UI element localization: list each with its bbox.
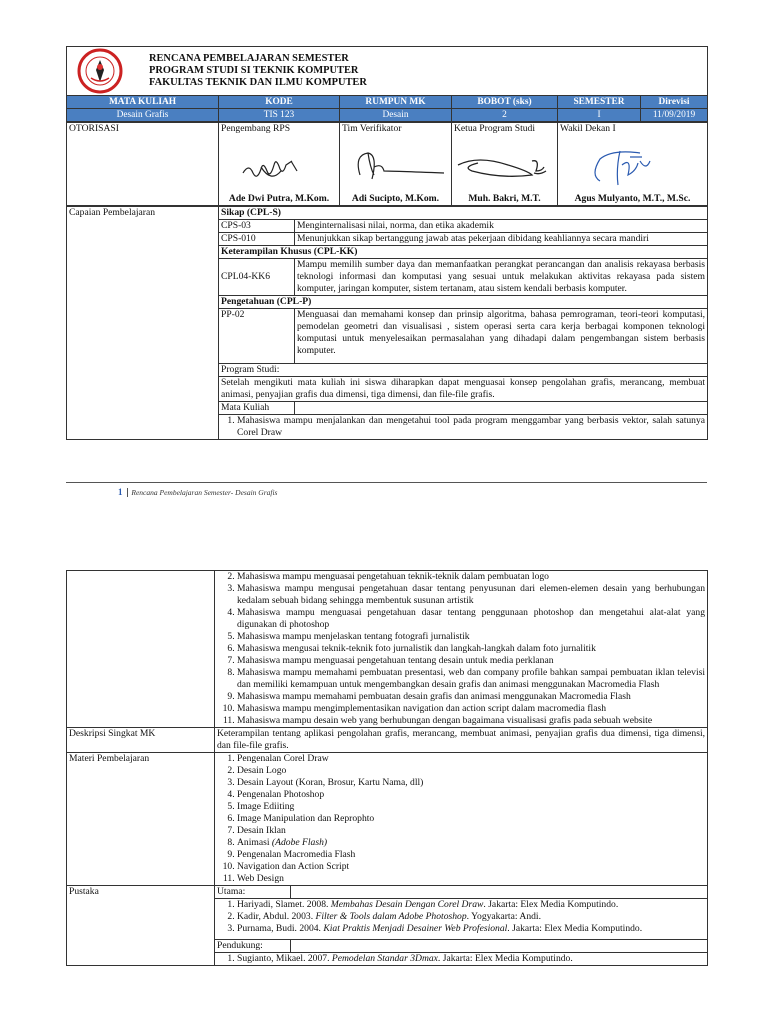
- materi-item-7: 7. Desain Iklan: [237, 825, 705, 837]
- materi-item-6: 6. Image Manipulation dan Reprophto: [237, 813, 705, 825]
- capaian-label: Capaian Pembelajaran: [67, 207, 219, 440]
- signature-4: [558, 147, 708, 193]
- page-1: [0, 46, 768, 440]
- header-line-2: PROGRAM STUDI SI TEKNIK KOMPUTER: [149, 65, 359, 76]
- page2-table: [66, 570, 708, 966]
- header-line-1: RENCANA PEMBELAJARAN SEMESTER: [149, 53, 349, 64]
- footer-text: Rencana Pembelajaran Semester- Desain Grafis: [131, 488, 278, 497]
- signature-1: [219, 147, 340, 193]
- pustaka-utama-3: 3. Purnama, Budi. 2004. Kiat Praktis Menjadi Desainer Web Profesional. Jakarta: Elex Media Komputindo.: [237, 923, 705, 935]
- cps-03-code: CPS-03: [219, 220, 295, 233]
- footer-page-number: 1: [118, 487, 123, 497]
- materi-label: Materi Pembelajaran: [67, 753, 215, 886]
- col-bobot: BOBOT (sks): [452, 96, 558, 109]
- footer-rule: [66, 482, 707, 483]
- name-verifikator: Adi Sucipto, M.Kom.: [340, 193, 452, 206]
- university-seal-logo: [77, 48, 129, 94]
- otorisasi-table: [66, 122, 708, 206]
- col-rumpun: RUMPUN MK: [340, 96, 452, 109]
- mk-item-7: 7. Mahasiswa mampu menguasai pengetahuan tentang desain untuk media perklanan: [237, 655, 705, 667]
- role-verifikator: Tim Verifikator: [340, 123, 452, 148]
- otorisasi-label: OTORISASI: [67, 123, 219, 206]
- header-line-3: FAKULTAS TEKNIK DAN ILMU KOMPUTER: [149, 77, 367, 88]
- prodi-text: Setelah mengikuti mata kuliah ini siswa diharapkan dapat menguasai konsep pengolahan grafis, merancang, membuat animasi, penyajian grafis dua dimensi, tiga dimensi, dan file-file grafis.: [219, 377, 708, 402]
- signature-3: [452, 147, 558, 193]
- materi-item-10: 10. Navigation dan Action Script: [237, 861, 705, 873]
- mk-item-1: 1. Mahasiswa mampu menjalankan dan mengetahui tool pada program menggambar yang berbasis vektor, salah satunya Corel Draw: [237, 415, 705, 439]
- role-wakil: Wakil Dekan I: [558, 123, 708, 148]
- pustaka-utama-2: 2. Kadir, Abdul. 2003. Filter & Tools dalam Adobe Photoshop. Yogyakarta: Andi.: [237, 911, 705, 923]
- cps-010-code: CPS-010: [219, 233, 295, 246]
- materi-item-8: 8. Animasi (Adobe Flash): [237, 837, 705, 849]
- pendukung-label: Pendukung:: [215, 940, 291, 953]
- prodi-label: Program Studi:: [219, 364, 708, 377]
- p-heading: Pengetahuan (CPL-P): [219, 296, 708, 309]
- materi-item-9: 9. Pengenalan Macromedia Flash: [237, 849, 705, 861]
- kk-heading: Keterampilan Khusus (CPL-KK): [219, 246, 708, 259]
- mk-item-3: 3. Mahasiswa mampu mengusai pengetahuan dasar tentang penyusunan dari elemen-elemen desain yang berhubungan kedalam sebuah bidang sehingga membentuk susunan artistik: [237, 583, 705, 607]
- p-text: Menguasai dan memahami konsep dan prinsip algoritma, bahasa pemrograman, teori-teori komputasi, pemodelan geometri dan visualisasi , sistem operasi serta cara kerja berbagai komponen teknologi komputasi untuk menyelesaikan permasalahan yang dihadapi dalam pengembangan sistem berbasis komputer.: [295, 309, 708, 364]
- materi-item-5: 5. Image Ediiting: [237, 801, 705, 813]
- col-semester: SEMESTER: [558, 96, 641, 109]
- pustaka-label: Pustaka: [67, 886, 215, 966]
- col-kode: KODE: [219, 96, 340, 109]
- val-kode: TIS 123: [219, 109, 340, 122]
- sikap-heading: Sikap (CPL-S): [219, 207, 708, 220]
- mk-label: Mata Kuliah: [219, 402, 295, 415]
- mk-item-5: 5. Mahasiswa mampu menjelaskan tentang fotografi jurnalistik: [237, 631, 705, 643]
- mk-item-6: 6. Mahasiswa mengusai teknik-teknik foto jurnalistik dan langkah-langkah dalam foto jurnalitik: [237, 643, 705, 655]
- mk-item-9: 9. Mahasiswa mampu memahami pembuatan desain grafis dan animasi menggunakan Macromedia Flash: [237, 691, 705, 703]
- utama-label: Utama:: [215, 886, 291, 899]
- deskripsi-label: Deskripsi Singkat MK: [67, 728, 215, 753]
- kk-code: CPL04-KK6: [219, 259, 295, 296]
- name-wakil: Agus Mulyanto, M.T., M.Sc.: [558, 193, 708, 206]
- footer: [118, 486, 277, 499]
- capaian-table: [66, 206, 708, 440]
- materi-item-3: 3. Desain Layout (Koran, Brosur, Kartu Nama, dll): [237, 777, 705, 789]
- p-code: PP-02: [219, 309, 295, 364]
- val-bobot: 2: [452, 109, 558, 122]
- rps-header-table: [66, 46, 708, 122]
- materi-item-11: 11. Web Design: [237, 873, 705, 885]
- page-2: [0, 570, 768, 966]
- mk-item-11: 11. Mahasiswa mampu desain web yang berhubungan dengan bagaimana visualisasi grafis pada sebuah website: [237, 715, 705, 727]
- col-direvisi: Direvisi: [641, 96, 708, 109]
- materi-item-1: 1. Pengenalan Corel Draw: [237, 753, 705, 765]
- mk-item-2: 2. Mahasiswa mampu menguasai pengetahuan teknik-teknik dalam pembuatan logo: [237, 571, 705, 583]
- cps-010-text: Menunjukkan sikap bertanggung jawab atas pekerjaan dibidang keahliannya secara mandiri: [295, 233, 708, 246]
- pustaka-pendukung-1: 1. Sugianto, Mikael. 2007. Pemodelan Standar 3Dmax. Jakarta: Elex Media Komputindo.: [237, 953, 705, 965]
- mk-item-10: 10. Mahasiswa mampu mengimplementasikan navigation dan action script dalam macromedia flash: [237, 703, 705, 715]
- role-pengembang: Pengembang RPS: [219, 123, 340, 148]
- val-direvisi: 11/09/2019: [641, 109, 708, 122]
- materi-item-4: 4. Pengenalan Photoshop: [237, 789, 705, 801]
- pustaka-utama-1: 1. Hariyadi, Slamet. 2008. Membahas Desain Dengan Corel Draw. Jakarta: Elex Media Komputindo.: [237, 899, 705, 911]
- signature-2: [340, 147, 452, 193]
- name-pengembang: Ade Dwi Putra, M.Kom.: [219, 193, 340, 206]
- val-semester: I: [558, 109, 641, 122]
- name-ketua: Muh. Bakri, M.T.: [452, 193, 558, 206]
- deskripsi-text: Keterampilan tentang aplikasi pengolahan grafis, merancang, membuat animasi, penyajian grafis dua dimensi, tiga dimensi, dan file-file grafis.: [215, 728, 708, 753]
- cps-03-text: Menginternalisasi nilai, norma, dan etika akademik: [295, 220, 708, 233]
- role-ketua: Ketua Program Studi: [452, 123, 558, 148]
- mk-item-8: 8. Mahasiswa mampu memahami pembuatan presentasi, web dan company profile bahkan sampai pembuatan iklan televisi dan memiliki kemampuan untuk mengembangkan desain grafis dan animasi menggunakan Macromedia Flash: [237, 667, 705, 691]
- col-mata-kuliah: MATA KULIAH: [67, 96, 219, 109]
- kk-text: Mampu memilih sumber daya dan memanfaatkan perangkat perancangan dan analisis rekayasa berbasis teknologi informasi dan komputasi yang sesuai untuk melakukan aktivitas rekayasa pada sistem komputer, jaringan komputer, sistem tertanam, atau sistem kendali berbasis komputer.: [295, 259, 708, 296]
- mk-item-4: 4. Mahasiswa mampu menguasai pengetahuan dasar tentang penggunaan photoshop dan mengetahui alat-alat yang digunakan di photoshop: [237, 607, 705, 631]
- materi-item-2: 2. Desain Logo: [237, 765, 705, 777]
- val-mata-kuliah: Desain Grafis: [67, 109, 219, 122]
- val-rumpun: Desain: [340, 109, 452, 122]
